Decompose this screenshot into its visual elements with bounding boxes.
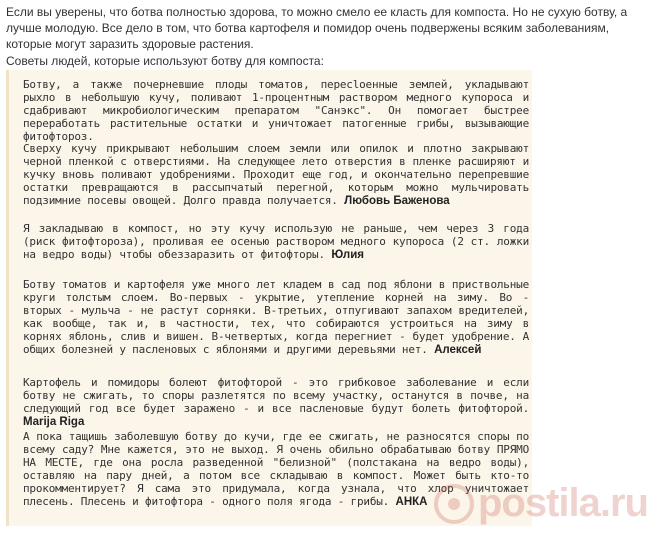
quote-text: Ботву, а также почерневшие плоды томатов, пересloенные землей, укладывают рыхло в небольшую кучу, поливают 1-процентным раствором медного купороса и сдабривают микробиологическим препаратом "Санэкс". Он помогает быстрее переработать растительные остатки и уничтожает патогенные грибы, вызывающие фитофтороз. bbox=[23, 78, 529, 143]
quote-text: А пока тащишь заболевшую ботву до кучи, где ее сжигать, не разносятся споры по всему саду? Мне кажется, это не выход. Я очень обильно обрабатываю ботву ПРЯМО НА МЕСТЕ, где она росла разведенной "белизной" (полстакана на ведро воды), оставляю на пару дней, а потом все складываю в компост. Может быть кто-то прокомментирует? Я сама это придумала, когда узнала, что хлор уничтожает плесень. Плесень и фитофтора - одного поля ягода - грибы. bbox=[23, 430, 529, 508]
quote-item bbox=[23, 430, 529, 509]
quote-item bbox=[23, 376, 529, 429]
quote-author: Алексей bbox=[434, 344, 482, 356]
quote-text: Картофель и помидоры болеют фитофторой - это грибковое заболевание и если ботву не сжигать, то споры разлетятся по всему участку, останутся в почве, на следующий год все будет заражено - и все пасленовые будут болеть фитофторой. bbox=[23, 376, 529, 415]
quote-item bbox=[23, 142, 529, 208]
watermark-text: postila.ru bbox=[477, 481, 648, 525]
quote-author: Marija Riga bbox=[23, 416, 85, 428]
quote-author: Юлия bbox=[331, 249, 364, 261]
quote-text: Я закладываю в компост, но эту кучу использую не раньше, чем через 3 года (риск фитофтороза), проливая ее осенью раствором медного купороса (2 ст. ложки на ведро воды) чтобы обеззаразить от фитофторы. bbox=[23, 222, 529, 261]
tips-heading: Советы людей, которые используют ботву для компоста: bbox=[6, 54, 324, 68]
quote-item bbox=[23, 222, 529, 262]
quote-text: Сверху кучу прикрывают небольшим слоем земли или опилок и плотно закрывают черной пленкой с отверстиями. На следующее лето отверстия в пленке расширяют и кучку вновь поливают удобрениями. Проходит еще год, и окончательно перепревшие остатки превращаются в рассыпчатый перегной, которым можно мульчировать подзимние посевы овощей. Долго правда получается. bbox=[23, 142, 529, 207]
quotes-block bbox=[6, 70, 532, 526]
intro-paragraph: Если вы уверены, что ботва полностью здорова, то можно смело ее класть для компоста. Но не сухую ботву, а лучше молодую. Все дело в том, что ботва картофеля и помидор очень подвержены всяким заболеваниям, которые могут заразить здоровые растения. bbox=[6, 5, 628, 51]
quote-author: Любовь Баженова bbox=[344, 195, 450, 207]
quote-author: АНКА bbox=[395, 496, 428, 508]
quote-item bbox=[23, 278, 529, 357]
quote-text: Ботву томатов и картофеля уже много лет кладем в сад под яблони в приствольные круги толстым слоем. Во-первых - укрытие, утепление корней на зиму. Во - вторых - мульча - не растут сорняки. В-третьих, отпугивают запахом вредителей, как вообще, так и, в частности, тех, что собираются устроиться на зиму в корнях яблонь, слив и вишен. В-четвертых, когда перегниет - будет удобрение. А общих болезней у пасленовых с яблонями и другими деревьями нет. bbox=[23, 278, 529, 356]
quote-item bbox=[23, 78, 529, 143]
